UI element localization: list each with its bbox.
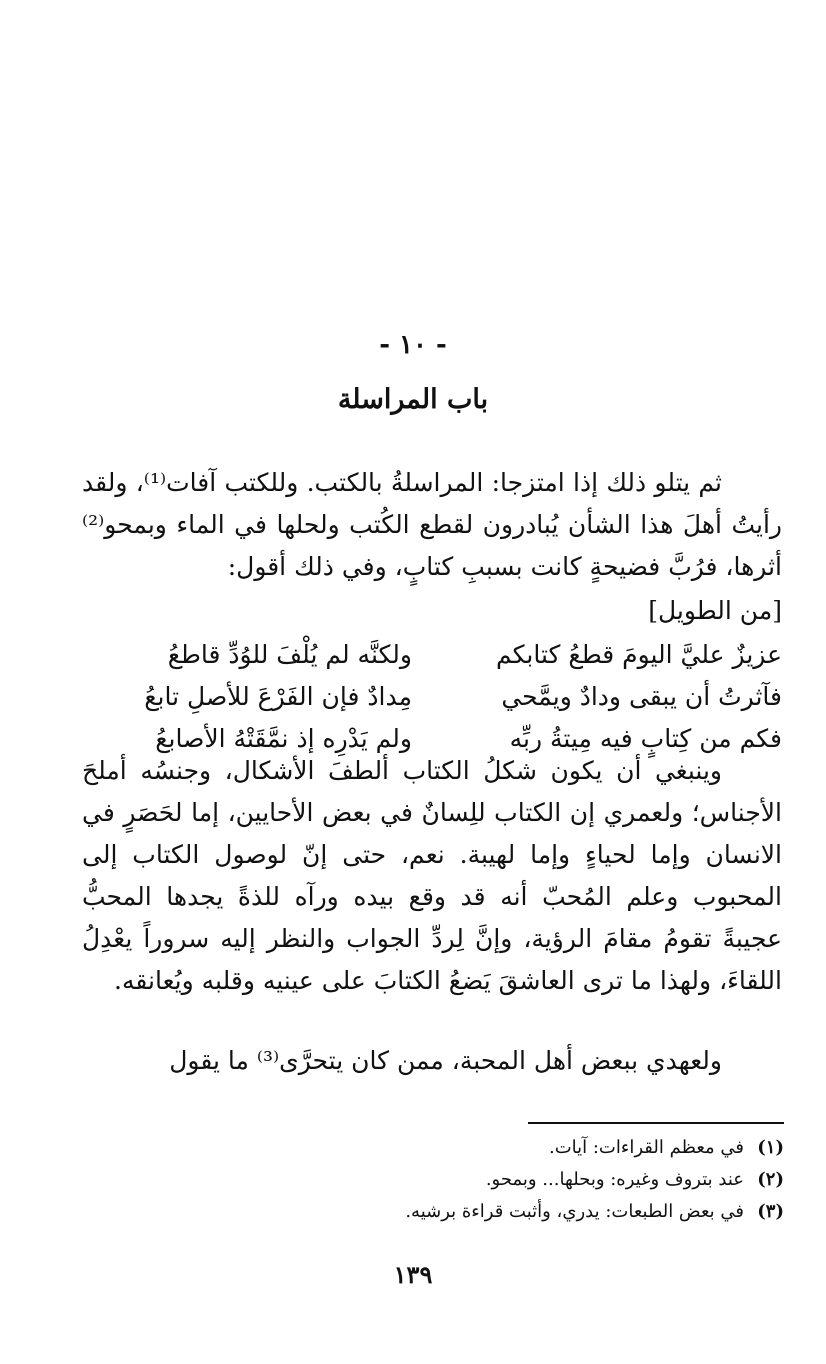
footnote-number: (٣) [757, 1201, 784, 1222]
footnote-text: في بعض الطبعات: يدري، وأثبت قراءة برشيه. [405, 1201, 744, 1222]
footnote-divider [528, 1122, 784, 1124]
paragraph-3-text: ولعهدي ببعض أهل المحبة، ممن كان يتحرَّى⁽³⁾ ما يقول [169, 1046, 722, 1075]
paragraph-3 [82, 1040, 782, 1082]
footnote-text: عند بتروف وغيره: وبحلها... وبمحو. [485, 1169, 744, 1190]
paragraph-1 [82, 462, 782, 588]
poem-verse [82, 634, 782, 676]
verse-second-hemistich: ولم يَدْرِه إذ نمَّقَتْهُ الأصابعُ [155, 724, 412, 753]
paragraph-2 [82, 750, 782, 1002]
footnote-text: في معظم القراءات: آيات. [548, 1137, 744, 1158]
chapter-title: باب المراسلة [337, 384, 489, 415]
poem-meter [82, 590, 782, 632]
poem-verse [82, 676, 782, 718]
page-number: ١٣٩ [393, 1260, 433, 1289]
verse-first-hemistich: عزيزٌ عليَّ اليومَ قطعُ كتابكم [495, 640, 782, 669]
chapter-number: - ١٠ - [379, 330, 447, 360]
footnote-number: (١) [757, 1137, 784, 1158]
verse-first-hemistich: فكم من كِتابٍ فيه مِيتةُ ربِّه [509, 724, 782, 753]
paragraph-1-text: ثم يتلو ذلك إذا امتزجا: المراسلةُ بالكتب. وللكتب آفات⁽¹⁾، ولقد رأيتُ أهلَ هذا الشأن يُبادرون لقطع الكُتب ولحلها في الماء وبمحو⁽²⁾ أثرها، فرُبَّ فضيحةٍ كانت بسببِ كتابٍ، وفي ذلك أقول: [82, 468, 782, 581]
footnote [82, 1196, 784, 1228]
footnote [82, 1164, 784, 1196]
verse-second-hemistich: ولكنَّه لم يُلْفَ للوُدِّ قاطعُ [167, 640, 412, 669]
poem-meter-label: [من الطويل] [648, 596, 782, 625]
footnote [82, 1132, 784, 1164]
paragraph-2-text: وينبغي أن يكون شكلُ الكتاب ألطفَ الأشكال، وجنسُه أملحَ الأجناس؛ ولعمري إن الكتاب للِسانٌ في بعض الأحايين، إما لحَصَرٍ في الانسان وإما لحياءٍ وإما لهيبة. نعم، حتى إنّ لوصول الكتاب إلى المحبوب وعلم المُحبّ أنه قد وقع بيده ورآه للذةً يجدها المحبُّ عجيبةً تقومُ مقامَ الرؤية، وإنَّ لِردِّ الجواب والنظر إليه سروراً يعْدِلُ اللقاءَ، ولهذا ما ترى العاشقَ يَضعُ الكتابَ على عينيه وقلبه ويُعانقه. [82, 756, 782, 995]
footnote-number: (٢) [757, 1169, 784, 1190]
verse-first-hemistich: فآثرتُ أن يبقى ودادٌ ويمَّحي [501, 682, 782, 711]
verse-second-hemistich: مِدادٌ فإن الفَرْعَ للأصلِ تابعُ [144, 682, 412, 711]
footnotes [82, 1132, 784, 1228]
poem [82, 634, 782, 760]
